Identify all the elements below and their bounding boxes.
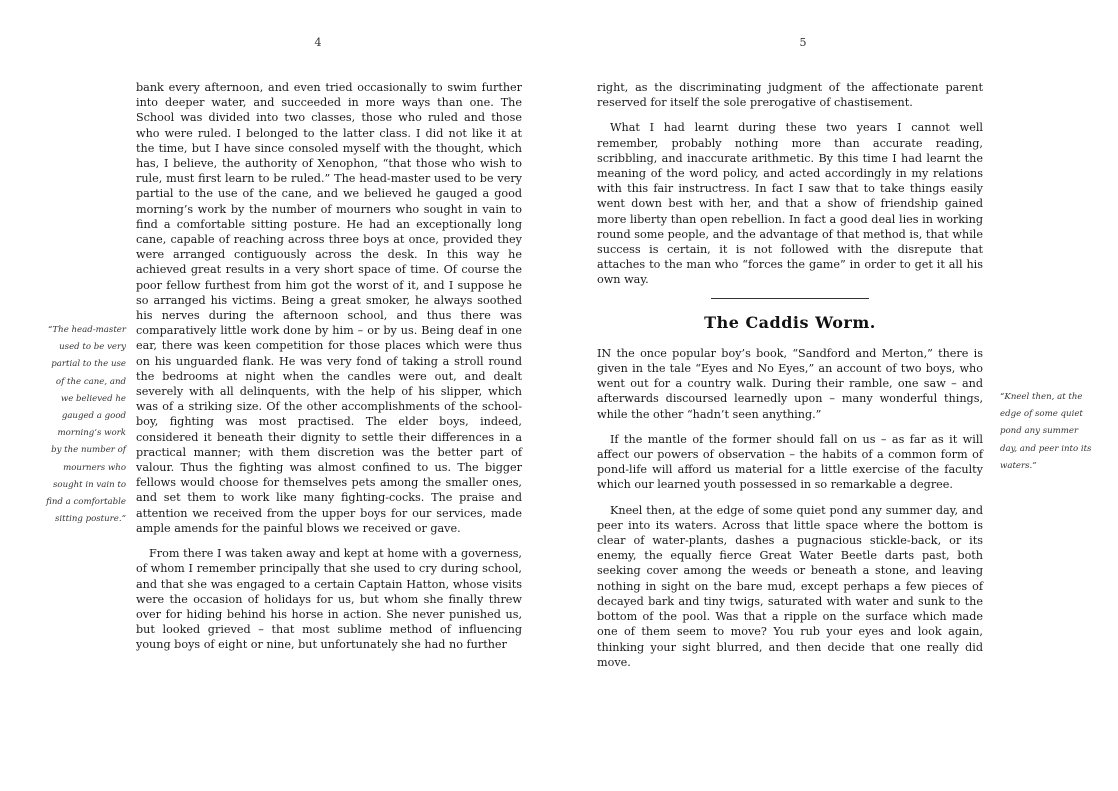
right-paragraph-3: IN the once popular boy’s book, “Sandford and Merton,” there is given in the tale “Eyes and No Eyes,” an account of two boys, who went out for a country walk. During their ramble, one saw – and afterwards discoursed learnedly upon – many wonderful things, while the other “hadn’t seen anything.” <box>597 346 983 421</box>
left-paragraph-2: From there I was taken away and kept at home with a governess, of whom I remember principally that she used to cry during school, and that she was engaged to a certain Captain Hatton, whose visits were the occasion of holidays for us, but whom she finally threw over for hiding behind his horse in action. She never punished us, but looked grieved – that most sublime method of influencing young boys of eight or nine, but unfortunately she had no further <box>136 547 522 652</box>
right-paragraph-2: What I had learnt during these two years I cannot well remember, probably nothing more than accurate reading, scribbling, and inaccurate arithmetic. By this time I had learnt the meaning of the word policy, and acted accordingly in my relations with this fair instructress. In fact I saw that to take things easily went down best with her, and that a show of friendship gained more liberty than open rebellion. In fact a good deal lies in working round some people, and the advantage of that method is, that while success is certain, it is not followed with the disrepute that attaches to the man who “forces the game” in order to get it all his own way. <box>597 121 983 287</box>
left-paragraph-1: bank every afternoon, and even tried occasionally to swim further into deeper water, and succeeded in more ways than one. The School was divided into two classes, those who ruled and those who were ruled. I belonged to the latter class. I did not like it at the time, but I have since consoled myself with the thought, which has, I believe, the authority of Xenophon, “that those who wish to rule, must first learn to be ruled.” The head-master used to be very partial to the use of the cane, and we believed he gauged a good morning’s work by the number of mourners who sought in vain to find a comfortable sitting posture. He had an exceptionally long cane, capable of reaching across three boys at once, provided they were arranged contiguously across the desk. In this way he achieved great results in a very short space of time. Of course the poor fellow furthest from him got the worst of it, and I suppose he so arranged his victims. Being a great smoker, he always soothed his nerves during the afternoon school, and thus there was comparatively little work done by him – or by us. Being deaf in one ear, there was keen competition for those places which were thus on his unguarded flank. He was very fond of taking a stroll round the bedrooms at night when the candles were out, and dealt severely with all delinquents, with the help of his slipper, which was of a striking size. Of the other accomplishments of the school-boy, fighting was most practised. The elder boys, indeed, considered it beneath their dignity to settle their differences in a practical manner; with them discretion was the better part of valour. Thus the fighting was almost confined to us. The bigger fellows would choose for themselves pets among the smaller ones, and set them to work like many fighting-cocks. The praise and attention we received from the upper boys for our services, made ample amends for the painful blows we received or gave. <box>136 81 522 535</box>
left-page-body <box>136 80 522 663</box>
right-page-body <box>597 80 983 680</box>
page-number-right: 5 <box>799 36 807 49</box>
right-paragraph-1: right, as the discriminating judgment of the affectionate parent reserved for itself the sole prerogative of chastisement. <box>597 81 983 110</box>
pull-quote-left: “The head-master used to be very partial to the use of the cane, and we believed he gauged a good morning’s work by the number of mourners who sought in vain to find a comfortable sitting posture.” <box>46 325 126 525</box>
section-divider <box>711 298 869 299</box>
chapter-title: The Caddis Worm. <box>704 312 876 332</box>
right-paragraph-5: Kneel then, at the edge of some quiet pond any summer day, and peer into its waters. Across that little space where the bottom is clear of water-plants, dashes a pugnacious stickle-back, or its enemy, the equally fierce Great Water Beetle darts past, both seeking cover among the weeds or beneath a stone, and leaving nothing in sight on the bare mud, except perhaps a few pieces of decayed bark and tiny twigs, saturated with water and sunk to the bottom of the pool. Was that a ripple on the surface which made one of them seem to move? You rub your eyes and look again, thinking your sight blurred, and then decide that one really did move. <box>597 503 983 669</box>
page-number-left: 4 <box>314 36 322 49</box>
right-paragraph-4: If the mantle of the former should fall on us – as far as it will affect our powers of observation – the habits of a common form of pond-life will afford us material for a little exercise of the faculty which our learned youth possessed in so remarkable a degree. <box>597 432 983 492</box>
pull-quote-right: “Kneel then, at the edge of some quiet pond any summer day, and peer into its waters.” <box>1000 392 1092 471</box>
